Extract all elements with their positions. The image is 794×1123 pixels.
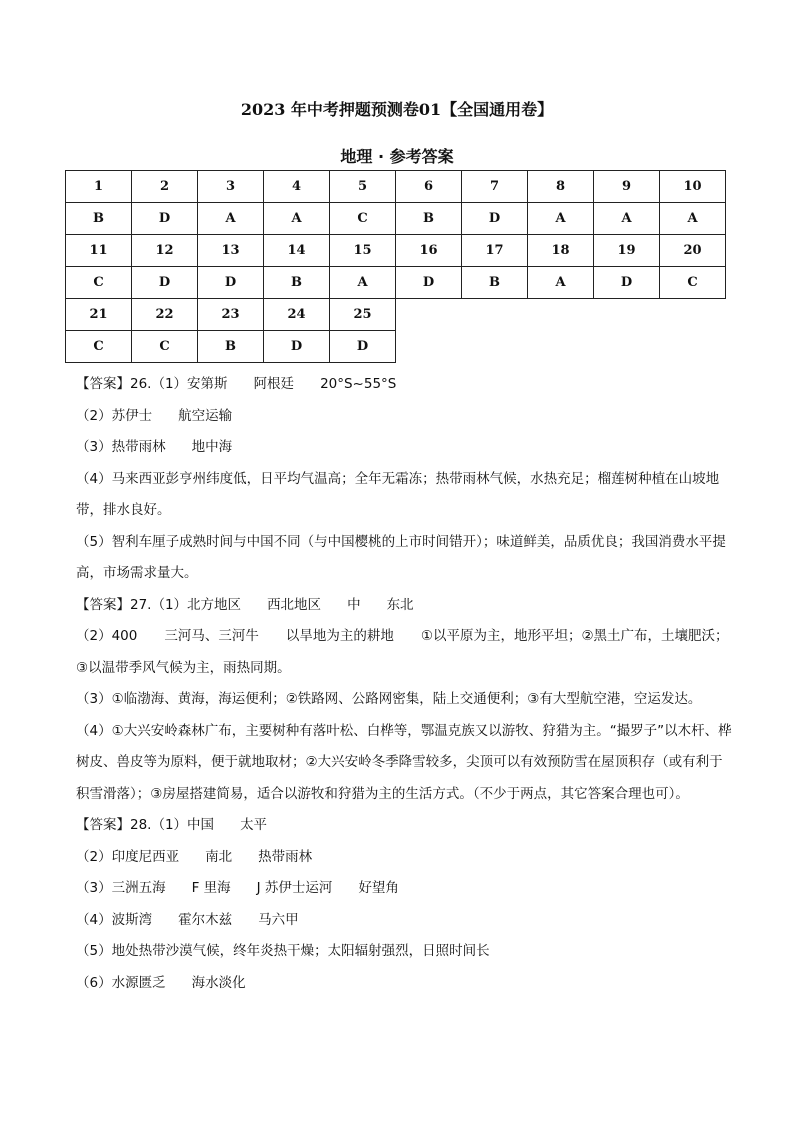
answer-cell: B — [198, 331, 264, 363]
question-number-cell: 1 — [66, 171, 132, 203]
answer-cell: D — [132, 267, 198, 299]
answer-segment: 【答案】27.（1）北方地区 — [76, 596, 242, 613]
answer-line — [76, 432, 736, 464]
question-number-cell: 10 — [660, 171, 726, 203]
question-number-cell: 6 — [396, 171, 462, 203]
question-number-cell: 24 — [264, 299, 330, 331]
question-number-cell: 16 — [396, 235, 462, 267]
answer-segment: 【答案】26.（1）安第斯 — [76, 376, 228, 392]
empty-cell — [462, 331, 528, 363]
answer-section — [76, 369, 736, 999]
answer-cell: A — [660, 203, 726, 235]
question-number-cell: 3 — [198, 171, 264, 203]
answer-line: （3）①临渤海、黄海，海运便利；②铁路网、公路网密集，陆上交通便利；③有大型航空港，空运发达。 — [76, 691, 702, 707]
answer-cell: A — [330, 267, 396, 299]
question-number-cell: 7 — [462, 171, 528, 203]
question-number-row — [66, 235, 726, 267]
empty-cell — [528, 299, 594, 331]
answer-segment: F 里海 — [191, 880, 231, 896]
answer-table — [65, 170, 726, 363]
answer-line: （5）地处热带沙漠气候，终年炎热干燥；太阳辐射强烈，日照时间长 — [76, 943, 490, 959]
answer-cell: C — [132, 331, 198, 363]
question-number-cell: 21 — [66, 299, 132, 331]
question-number-cell: 23 — [198, 299, 264, 331]
empty-cell — [462, 299, 528, 331]
answer-segment: 马六甲 — [258, 911, 299, 928]
answer-line — [76, 401, 736, 433]
answer-segment: J 苏伊士运河 — [256, 880, 333, 896]
question-number-row — [66, 299, 726, 331]
answer-cell: D — [132, 203, 198, 235]
question-number-cell: 13 — [198, 235, 264, 267]
answer-cell: B — [462, 267, 528, 299]
question-number-cell: 9 — [594, 171, 660, 203]
question-number-cell: 20 — [660, 235, 726, 267]
answer-cell: C — [660, 267, 726, 299]
answer-line — [76, 968, 736, 1000]
answer-segment: 航空运输 — [178, 407, 233, 424]
page-subtitle: 地理 · 参考答案 — [340, 147, 454, 166]
answer-line: （4）马来西亚彭亨州纬度低，日平均气温高；全年无霜冻；热带雨林气候，水热充足；榴莲树种植在山坡地带，排水良好。 — [76, 470, 720, 518]
answer-line: （5）智利车厘子成熟时间与中国不同（与中国樱桃的上市时间错开）；味道鲜美，品质优良；我国消费水平提高，市场需求量大。 — [76, 533, 726, 581]
answer-segment: 中 — [347, 596, 361, 613]
answer-segment: 西北地区 — [267, 596, 322, 613]
question-number-cell: 12 — [132, 235, 198, 267]
answer-cell: A — [198, 203, 264, 235]
answer-line — [76, 905, 736, 937]
question-number-cell: 15 — [330, 235, 396, 267]
question-number-cell: 19 — [594, 235, 660, 267]
question-number-cell: 4 — [264, 171, 330, 203]
question-number-cell: 25 — [330, 299, 396, 331]
answer-segment: 南北 — [205, 848, 233, 865]
answer-segment: 20°S~55°S — [320, 376, 397, 392]
answer-segment: 海水淡化 — [191, 974, 246, 991]
question-number-row — [66, 171, 726, 203]
empty-cell — [660, 331, 726, 363]
answer-segment: 太平 — [240, 817, 268, 833]
question-number-cell: 8 — [528, 171, 594, 203]
question-number-cell: 5 — [330, 171, 396, 203]
answer-line: （2）400 三河马、三河牛 以旱地为主的耕地 ①以平原为主，地形平坦；②黑土广布，土壤肥沃；③以温带季风气候为主，雨热同期。 — [76, 628, 729, 676]
answer-cell: D — [198, 267, 264, 299]
answer-segment: （2）印度尼西亚 — [76, 848, 180, 865]
answer-cell: C — [66, 331, 132, 363]
answer-line — [76, 590, 736, 622]
answer-segment: 东北 — [386, 596, 414, 613]
question-number-cell: 22 — [132, 299, 198, 331]
question-number-cell: 2 — [132, 171, 198, 203]
empty-cell — [396, 331, 462, 363]
answer-row — [66, 331, 726, 363]
question-number-cell: 11 — [66, 235, 132, 267]
answer-line — [76, 810, 736, 842]
answer-cell: B — [396, 203, 462, 235]
answer-cell: B — [264, 267, 330, 299]
answer-cell: B — [66, 203, 132, 235]
answer-segment: 【答案】28.（1）中国 — [76, 817, 215, 833]
question-number-cell: 17 — [462, 235, 528, 267]
answer-segment: 好望角 — [358, 880, 399, 896]
answer-segment: 地中海 — [191, 439, 233, 455]
answer-line: （4）①大兴安岭森林广布，主要树种有落叶松、白桦等，鄂温克族又以游牧、狩猎为主。“撮罗子”以木杆、桦树皮、兽皮等为原料，便于就地取材；②大兴安岭冬季降雪较多，尖顶可以有效预防雪在屋顶积存（或有利于积雪滑落）；③房屋搭建简易，适合以游牧和狩猎为主的生活方式。（不少于两点，其它答案合理也可）。 — [76, 722, 732, 802]
answer-segment: 霍尔木兹 — [178, 911, 233, 928]
answer-cell: D — [462, 203, 528, 235]
answer-line — [76, 842, 736, 874]
answer-cell: D — [330, 331, 396, 363]
answer-segment: （2）苏伊士 — [76, 407, 153, 424]
empty-cell — [660, 299, 726, 331]
empty-cell — [594, 331, 660, 363]
answer-segment: （3）三洲五海 — [76, 880, 166, 896]
answer-cell: A — [528, 203, 594, 235]
question-number-cell: 18 — [528, 235, 594, 267]
answer-segment: （6）水源匮乏 — [76, 974, 166, 991]
answer-segment: （3）热带雨林 — [76, 439, 166, 455]
answer-line — [76, 873, 736, 905]
empty-cell — [396, 299, 462, 331]
answer-cell: A — [264, 203, 330, 235]
answer-segment: 阿根廷 — [253, 376, 295, 392]
answer-cell: A — [528, 267, 594, 299]
answer-cell: A — [594, 203, 660, 235]
page-title: 2023 年中考押题预测卷01【全国通用卷】 — [240, 100, 554, 119]
answer-cell: D — [264, 331, 330, 363]
answer-cell: C — [330, 203, 396, 235]
answer-row — [66, 267, 726, 299]
answer-segment: （4）波斯湾 — [76, 911, 153, 928]
answer-cell: D — [396, 267, 462, 299]
answer-row — [66, 203, 726, 235]
empty-cell — [528, 331, 594, 363]
empty-cell — [594, 299, 660, 331]
answer-cell: D — [594, 267, 660, 299]
question-number-cell: 14 — [264, 235, 330, 267]
answer-cell: C — [66, 267, 132, 299]
answer-line — [76, 369, 736, 401]
answer-segment: 热带雨林 — [258, 848, 313, 865]
